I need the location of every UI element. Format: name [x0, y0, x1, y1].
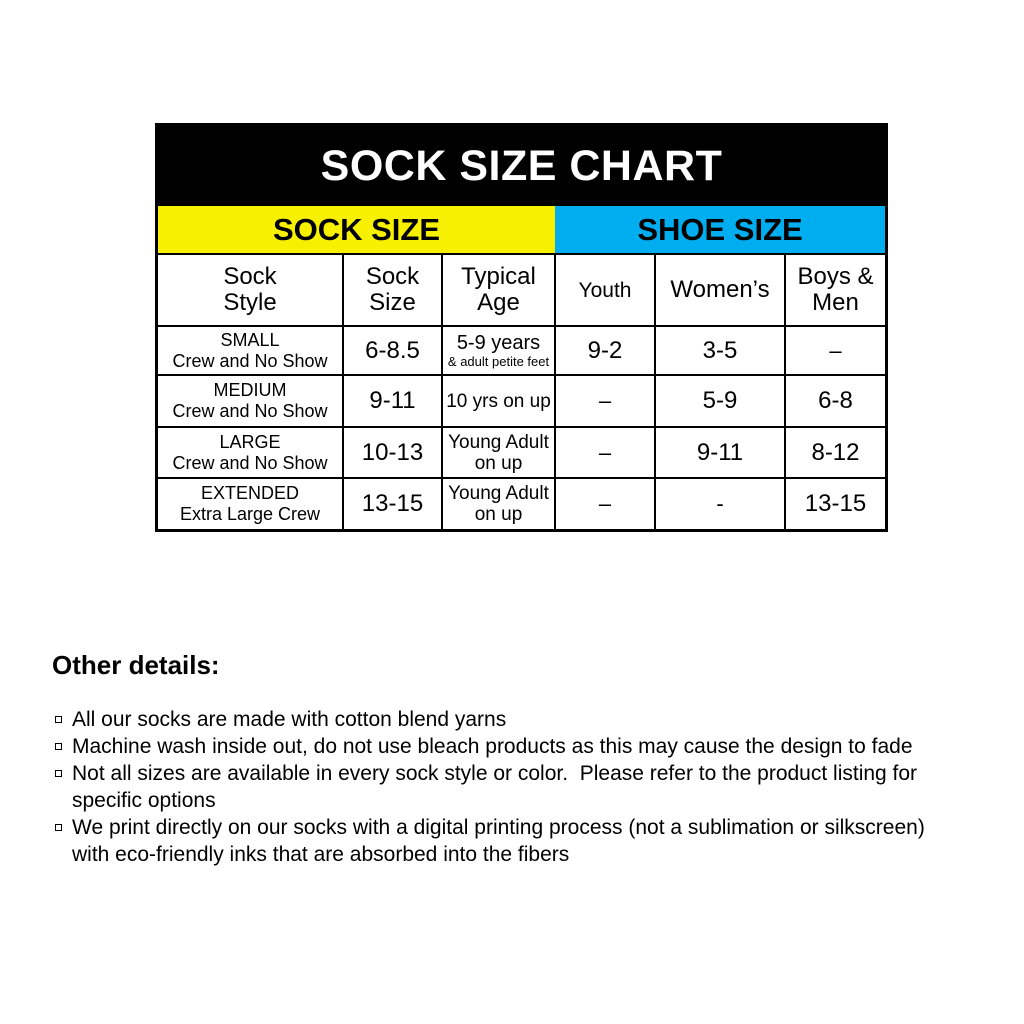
col-header-line: Sock: [223, 263, 277, 290]
other-details-list: [50, 706, 1010, 868]
cell-small-style: [158, 327, 342, 374]
sock-style-desc: Crew and No Show: [172, 452, 328, 473]
list-item-line: Machine wash inside out, do not use bleach products as this may cause the design to fade: [72, 735, 913, 758]
cell-extended-sock-size: 13-15: [344, 479, 441, 529]
cell-medium-typical-age: [443, 376, 554, 426]
chart-title: SOCK SIZE CHART: [320, 141, 723, 190]
cell-small-womens: 3-5: [656, 327, 784, 374]
cell-medium-womens: 5-9: [656, 376, 784, 426]
cell-extended-boys-men: 13-15: [786, 479, 885, 529]
cell-extended-womens: -: [656, 479, 784, 529]
size-table: [158, 253, 885, 529]
age-text: Young Adult: [448, 483, 549, 504]
age-text: 10 yrs on up: [446, 390, 551, 412]
list-item-line: Not all sizes are available in every sock style or color. Please refer to the product listing for: [72, 762, 918, 785]
age-text: Young Adult: [448, 431, 549, 453]
sock-style-desc: Extra Large Crew: [179, 504, 321, 524]
sock-size-group-header: SOCK SIZE: [158, 206, 555, 253]
sock-style-name: EXTENDED: [200, 483, 299, 503]
cell-large-boys-men: 8-12: [786, 428, 885, 477]
age-text: 5-9 years: [456, 332, 541, 354]
sock-style-name: MEDIUM: [213, 380, 287, 400]
list-item: [50, 706, 1010, 733]
col-header-sock-style: [158, 255, 342, 325]
col-header-line: Women’s: [670, 276, 770, 303]
cell-extended-typical-age: [443, 479, 554, 529]
list-item-line: All our socks are made with cotton blend yarns: [72, 708, 507, 731]
cell-small-sock-size: 6-8.5: [344, 327, 441, 374]
sock-style-name: SMALL: [220, 329, 280, 350]
col-header-line: Age: [477, 289, 520, 316]
cell-medium-sock-size: 9-11: [344, 376, 441, 426]
sock-size-chart: [155, 123, 888, 532]
cell-medium-boys-men: 6-8: [786, 376, 885, 426]
col-header-line: Sock: [365, 263, 420, 290]
cell-extended-youth: –: [556, 479, 654, 529]
col-header-typical-age: [443, 255, 554, 325]
col-header-boys-men: [786, 255, 885, 325]
list-item-line: specific options: [72, 789, 216, 812]
group-header-band: [158, 206, 885, 253]
col-header-line: Size: [369, 289, 416, 316]
col-header-line: Youth: [578, 278, 632, 302]
shoe-size-group-header: SHOE SIZE: [555, 206, 885, 253]
cell-large-sock-size: 10-13: [344, 428, 441, 477]
list-item-line: with eco-friendly inks that are absorbed into the fibers: [72, 843, 570, 866]
list-item: [50, 733, 1010, 760]
other-details-heading: Other details:: [52, 650, 220, 680]
col-header-line: Style: [223, 289, 277, 316]
cell-medium-style: [158, 376, 342, 426]
list-item: [50, 814, 1010, 868]
age-text: on up: [474, 504, 523, 525]
age-text: on up: [474, 452, 523, 474]
col-header-line: Boys &: [797, 263, 874, 290]
cell-medium-youth: –: [556, 376, 654, 426]
col-header-sock-size: [344, 255, 441, 325]
list-item: [50, 760, 1010, 814]
other-details-section: [50, 650, 1010, 868]
col-header-womens: [656, 255, 784, 325]
cell-small-youth: 9-2: [556, 327, 654, 374]
sock-style-name: LARGE: [219, 431, 281, 452]
list-item-line: We print directly on our socks with a digital printing process (not a sublimation or silkscreen): [72, 816, 925, 839]
sock-style-desc: Crew and No Show: [172, 350, 328, 371]
cell-large-womens: 9-11: [656, 428, 784, 477]
col-header-line: Typical: [461, 263, 536, 290]
chart-title-band: [158, 126, 885, 206]
cell-large-youth: –: [556, 428, 654, 477]
age-subtext: & adult petite feet: [447, 354, 550, 369]
sock-style-desc: Crew and No Show: [172, 401, 328, 421]
col-header-line: Men: [812, 289, 859, 316]
cell-small-boys-men: –: [786, 327, 885, 374]
cell-small-typical-age: [443, 327, 554, 374]
cell-large-typical-age: [443, 428, 554, 477]
cell-large-style: [158, 428, 342, 477]
cell-extended-style: [158, 479, 342, 529]
col-header-youth: [556, 255, 654, 325]
